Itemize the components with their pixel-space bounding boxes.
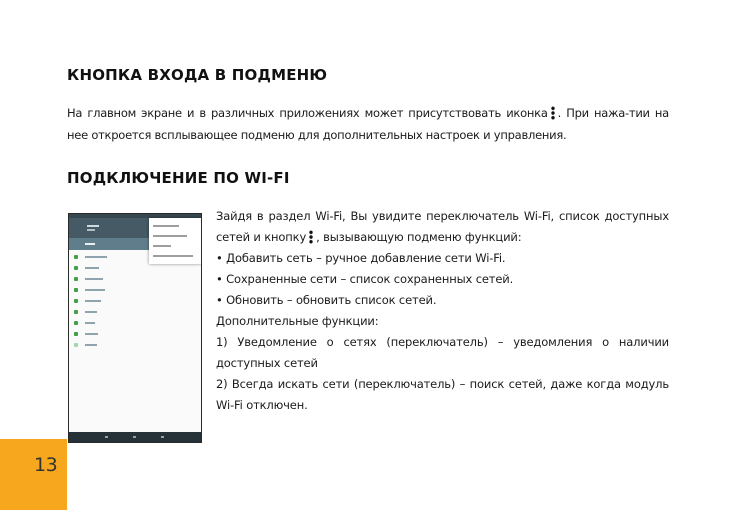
submenu-paragraph [67,102,669,146]
vertical-dots-icon [551,106,555,120]
list-item [69,274,201,285]
bullet-saved-networks: • Сохраненные сети – список сохраненных сетей. [216,272,514,286]
section-heading-submenu: КНОПКА ВХОДА В ПОДМЕНЮ [67,66,328,84]
list-item [69,329,201,340]
list-item [69,285,201,296]
vertical-dots-icon [309,230,313,244]
list-item [69,318,201,329]
page-number: 13 [34,454,58,476]
wifi-icon [74,310,78,314]
wifi-icon [74,321,78,325]
phone-navigation-bar [69,432,201,442]
extra-item-always-scan: 2) Всегда искать сети (переключатель) – поиск сетей, даже когда модуль Wi-Fi отключен. [216,377,669,412]
list-item [69,307,201,318]
list-item [69,296,201,307]
wifi-icon [74,288,78,292]
list-item [69,340,201,351]
phone-network-list [69,252,201,351]
wifi-description [216,206,669,416]
wifi-icon [74,277,78,281]
wifi-intro [216,206,669,248]
wifi-icon [74,255,78,259]
wifi-intro-after-icon: , вызывающую подменю функций: [316,230,522,244]
bullet-refresh: • Обновить – обновить список сетей. [216,293,437,307]
wifi-intro-before-icon: Зайдя в раздел Wi-Fi, Вы увидите переключатель Wi-Fi, список доступных сетей и кнопку [216,209,669,244]
extra-item-network-notification: 1) Уведомление о сетях (переключатель) – уведомления о наличии доступных сетей [216,335,669,370]
submenu-text-before-icon: На главном экране и в различных приложениях может присутствовать иконка [67,106,548,120]
extra-functions-title: Дополнительные функции: [216,314,379,328]
wifi-settings-screenshot [68,213,202,443]
wifi-icon [74,343,78,347]
wifi-icon [74,332,78,336]
wifi-icon [74,266,78,270]
wifi-icon [74,299,78,303]
bullet-add-network: • Добавить сеть – ручное добавление сети Wi-Fi. [216,251,506,265]
list-item [69,263,201,274]
phone-overflow-popup-menu [149,218,201,264]
section-heading-wifi: ПОДКЛЮЧЕНИЕ ПО WI-FI [67,169,290,187]
submenu-text-after-icon: . При нажа-тии на нее откроется всплывающее подменю для дополнительных настроек и управления. [67,106,669,142]
